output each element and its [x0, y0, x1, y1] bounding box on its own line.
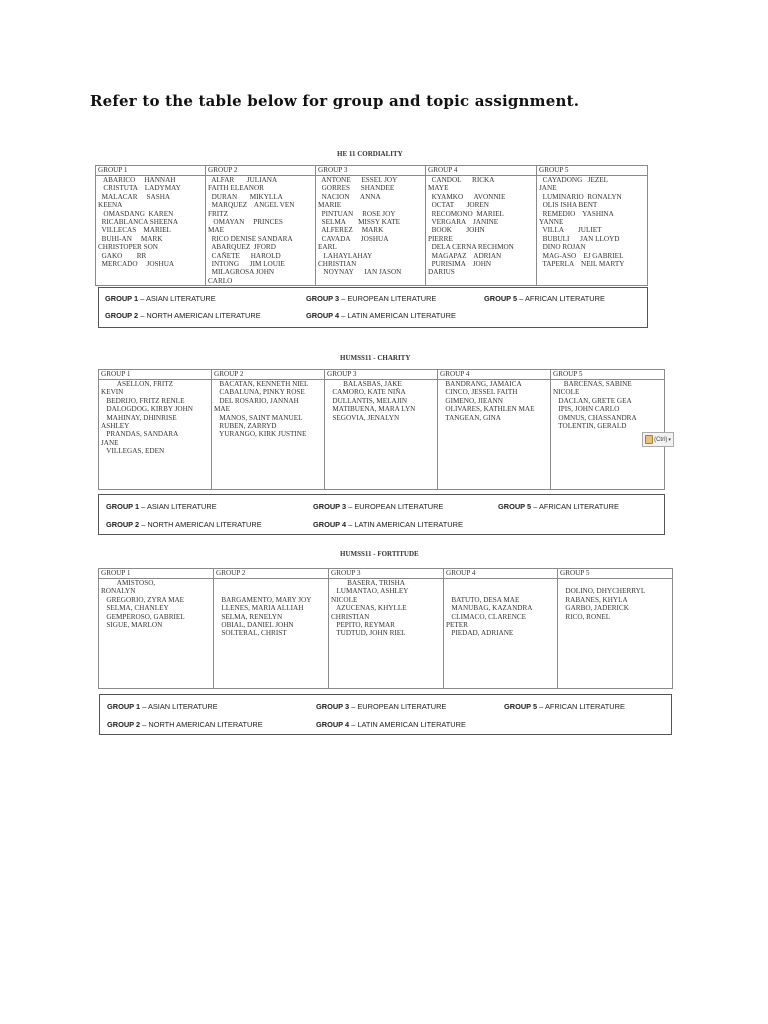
name-line: OMNUS, CHASSANDRA: [553, 413, 637, 422]
name-line: MAG-ASO EJ GABRIEL: [539, 251, 624, 260]
name-line: YURANGO, KIRK JUSTINE: [214, 430, 307, 439]
group-names-cell: [99, 579, 214, 689]
name-line: NACION ANNA: [318, 192, 381, 201]
legend-item: GROUP 3 – EUROPEAN LITERATURE: [316, 702, 447, 711]
name-line: MANUBAG, KAZANDRA: [446, 604, 533, 613]
legend-item: GROUP 4 – LATIN AMERICAN LITERATURE: [306, 311, 456, 320]
group-table: [95, 165, 648, 286]
paste-options-button[interactable]: [642, 432, 674, 447]
section-title: HE 11 CORDIALITY: [337, 150, 403, 158]
name-line: KYAMKO AVONNIE: [428, 192, 506, 201]
name-line: SIGUE, MARLON: [101, 621, 163, 630]
name-line: CAÑETE HAROLD: [208, 251, 281, 260]
name-line: PRANDAS, SANDARA: [101, 430, 179, 439]
name-line: BEDRIJO, FRITZ RENLE: [101, 396, 185, 405]
name-line: OCTAT JOREN: [428, 201, 489, 210]
name-line: CABALUNA, PINKY ROSE: [214, 388, 305, 397]
group-names-cell: [212, 380, 325, 490]
name-line: VILLA JULIET: [539, 226, 602, 235]
name-line: PIEDAD, ADRIANE: [446, 629, 514, 638]
legend-item: GROUP 5 – AFRICAN LITERATURE: [498, 502, 619, 511]
name-line: PEPITO, REYMAR: [331, 621, 395, 630]
column-header: GROUP 1: [99, 370, 212, 380]
legend-item: GROUP 4 – LATIN AMERICAN LITERATURE: [313, 520, 463, 529]
legend-item: GROUP 5 – AFRICAN LITERATURE: [504, 702, 625, 711]
name-line: RICABLANCA SHEENA: [98, 218, 179, 227]
name-line: IPIS, JOHN CARLO: [553, 405, 620, 414]
name-line: DELA CERNA RECHMON: [428, 243, 514, 252]
name-line: JANE: [539, 184, 557, 193]
name-line: CAMORO, KATE NIÑA: [327, 388, 406, 397]
group-names-cell: [99, 380, 212, 490]
group-table: [98, 369, 668, 490]
name-line: AMISTOSO,: [101, 579, 156, 587]
name-line: RICO, RONEL: [560, 612, 611, 621]
name-line: JANE: [101, 438, 119, 447]
name-line: [560, 579, 670, 587]
legend-item: GROUP 2 – NORTH AMERICAN LITERATURE: [107, 720, 263, 729]
group-names-cell: [537, 176, 648, 286]
name-line: GAKO RR: [98, 251, 147, 260]
column-header: GROUP 4: [438, 370, 551, 380]
name-line: DEL ROSARIO, JANNAH: [214, 396, 299, 405]
name-line: OLIVARES, KATHLEN MAE: [440, 405, 535, 414]
column-header: GROUP 2: [212, 370, 325, 380]
name-line: MATIBUENA, MARA LYN: [327, 405, 416, 414]
name-line: MILAGROSA JOHN: [208, 268, 275, 277]
name-line: [446, 579, 555, 587]
column-header: GROUP 2: [214, 569, 329, 579]
paste-options-label: (Ctrl): [654, 436, 668, 443]
group-names-cell: [438, 380, 551, 490]
group-names-cell: [325, 380, 438, 490]
column-header: GROUP 4: [426, 166, 537, 176]
name-line: [446, 587, 555, 595]
name-line: DALOGDOG, KIRBY JOHN: [101, 405, 193, 414]
name-line: ASELLON, FRITZ: [101, 380, 174, 388]
name-line: NICOLE: [331, 595, 358, 604]
name-line: ALFAR JULIANA: [208, 176, 278, 184]
name-line: MARQUEZ ANGEL VEN: [208, 201, 295, 210]
column-header: GROUP 5: [537, 166, 648, 176]
name-line: CLIMACO, CLARENCE: [446, 612, 527, 621]
name-line: GIMENO, JIEANN: [440, 396, 503, 405]
name-line: BUBULI JAN LLOYD: [539, 234, 620, 243]
name-line: NICOLE: [553, 388, 580, 397]
legend-item: GROUP 1 – ASIAN LITERATURE: [106, 502, 217, 511]
name-line: INTONG JIM LOUIE: [208, 260, 285, 269]
name-line: SELMA, CHANLEY: [101, 604, 169, 613]
legend-item: GROUP 5 – AFRICAN LITERATURE: [484, 294, 605, 303]
name-line: KEENA: [98, 201, 123, 210]
legend-item: GROUP 2 – NORTH AMERICAN LITERATURE: [105, 311, 261, 320]
column-header: GROUP 1: [99, 569, 214, 579]
name-line: GEMPEROSO, GABRIEL: [101, 612, 185, 621]
name-line: OMASDANG KAREN: [98, 209, 174, 218]
name-line: ASHLEY: [101, 422, 130, 431]
legend-item: GROUP 1 – ASIAN LITERATURE: [105, 294, 216, 303]
name-line: CARLO: [208, 276, 233, 285]
name-line: ABARICO HANNAH: [98, 176, 176, 184]
legend-item: GROUP 4 – LATIN AMERICAN LITERATURE: [316, 720, 466, 729]
name-line: CAVADA JOSHUA: [318, 234, 389, 243]
name-line: BARCENAS, SABINE: [553, 380, 632, 388]
name-line: ANTONE ESSEL JOY: [318, 176, 398, 184]
group-names-cell: [96, 176, 206, 286]
name-line: TOLENTIN, GERALD: [553, 422, 627, 431]
name-line: GORRES SHANDEE: [318, 184, 395, 193]
name-line: CRISTUTA LADYMAY: [98, 184, 181, 193]
name-line: VILLEGAS, EDEN: [101, 447, 165, 456]
name-line: EARL: [318, 243, 337, 252]
name-line: ALFEREZ MARK: [318, 226, 384, 235]
name-line: MANOS, SAINT MANUEL: [214, 413, 303, 422]
name-line: LUMANTAO, ASHLEY: [331, 587, 409, 596]
name-line: BOOK JOHN: [428, 226, 485, 235]
name-line: KEVIN: [101, 388, 124, 397]
page-heading: Refer to the table below for group and topic assignment.: [90, 92, 580, 110]
name-line: ABARQUEZ JFORD: [208, 243, 276, 252]
name-line: AZUCENAS, KHYLLE: [331, 604, 407, 613]
name-line: RECOMONO MARIEL: [428, 209, 504, 218]
name-line: SELMA, RENELYN: [216, 612, 283, 621]
name-line: CANDOL RICKA: [428, 176, 495, 184]
name-line: NOYNAY IAN JASON: [318, 268, 402, 277]
name-line: BASERA, TRISHA: [331, 579, 405, 587]
clipboard-icon: [645, 435, 653, 444]
section-title: HUMSS11 - CHARITY: [340, 354, 411, 362]
column-header: GROUP 5: [551, 370, 665, 380]
name-line: VERGARA JANINE: [428, 218, 499, 227]
name-line: CINCO, JESSEL FAITH: [440, 388, 518, 397]
legend-item: GROUP 3 – EUROPEAN LITERATURE: [306, 294, 437, 303]
name-line: BARGAMENTO, MARY JOY: [216, 595, 312, 604]
name-line: BUHI-AN MARK: [98, 234, 163, 243]
name-line: DULLANTIS, MELAJIN: [327, 396, 408, 405]
name-line: CHRISTOPER SON: [98, 243, 158, 252]
name-line: PINTUAN ROSE JOY: [318, 209, 396, 218]
group-names-cell: [214, 579, 329, 689]
name-line: TAPERLA NEIL MARTY: [539, 260, 625, 269]
name-line: PURISIMA JOHN: [428, 260, 492, 269]
name-line: TANGEAN, GINA: [440, 413, 501, 422]
section-title: HUMSS11 - FORTITUDE: [340, 550, 419, 558]
name-line: MAYE: [428, 184, 449, 193]
legend-item: GROUP 1 – ASIAN LITERATURE: [107, 702, 218, 711]
group-names-cell: [558, 579, 673, 689]
name-line: PETER: [446, 621, 468, 630]
name-line: OLIS ISHA BENT: [539, 201, 598, 210]
name-line: LAHAYLAHAY: [318, 251, 373, 260]
name-line: BATUTO, DESA MAE: [446, 595, 520, 604]
column-header: GROUP 2: [206, 166, 316, 176]
name-line: REMEDIO YASHINA: [539, 209, 614, 218]
name-line: CAYADONG JEZEL: [539, 176, 609, 184]
name-line: MAGAPAZ ADRIAN: [428, 251, 502, 260]
name-line: FRITZ: [208, 209, 228, 218]
group-names-cell: [426, 176, 537, 286]
column-header: GROUP 3: [325, 370, 438, 380]
name-line: DACLAN, GRETE GEA: [553, 396, 632, 405]
name-line: MALACAR SASHA: [98, 192, 171, 201]
name-line: CHRISTIAN: [331, 612, 370, 621]
name-line: MARIE: [318, 201, 342, 210]
group-names-cell: [444, 579, 558, 689]
topic-legend: [98, 494, 665, 535]
column-header: GROUP 1: [96, 166, 206, 176]
name-line: MAE: [208, 226, 224, 235]
name-line: PIERRE: [428, 234, 453, 243]
name-line: FAITH ELEANOR: [208, 184, 264, 193]
name-line: SEGOVIA, JENALYN: [327, 413, 400, 422]
name-line: OMAYAN PRINCES: [208, 218, 283, 227]
name-line: DURAN MIKYLLA: [208, 192, 283, 201]
name-line: DINO ROJAN: [539, 243, 586, 252]
name-line: CHRISTIAN: [318, 260, 357, 269]
chevron-down-icon: ▾: [668, 436, 671, 443]
name-line: RONALYN: [101, 587, 136, 596]
group-names-cell: [206, 176, 316, 286]
name-line: RICO DENISE SANDARA: [208, 234, 293, 243]
topic-legend: [98, 287, 648, 328]
name-line: TUDTUD, JOHN RIEL: [331, 629, 406, 638]
name-line: BALASBAS, JAKE: [327, 380, 402, 388]
name-line: VILLECAS MARIEL: [98, 226, 171, 235]
name-line: YANNE: [539, 218, 564, 227]
group-names-cell: [329, 579, 444, 689]
name-line: SOLTERAL, CHRIST: [216, 629, 287, 638]
name-line: MAHINAY, DHINRISE: [101, 413, 177, 422]
column-header: GROUP 5: [558, 569, 673, 579]
name-line: MAE: [214, 405, 230, 414]
name-line: LUMINARIO RONALYN: [539, 192, 622, 201]
name-line: RUBEN, ZARRYD: [214, 422, 277, 431]
name-line: GARBO, JADERICK: [560, 604, 629, 613]
name-line: OBIAL, DANIEL JOHN: [216, 621, 294, 630]
name-line: [216, 587, 326, 595]
column-header: GROUP 3: [329, 569, 444, 579]
name-line: BACATAN, KENNETH NIEL: [214, 380, 309, 388]
column-header: GROUP 4: [444, 569, 558, 579]
topic-legend: [99, 694, 672, 735]
name-line: [216, 579, 326, 587]
legend-item: GROUP 2 – NORTH AMERICAN LITERATURE: [106, 520, 262, 529]
name-line: DOLINO, DHYCHERRYL: [560, 587, 646, 596]
name-line: BANDRANG, JAMAICA: [440, 380, 522, 388]
group-table: [98, 568, 673, 689]
legend-item: GROUP 3 – EUROPEAN LITERATURE: [313, 502, 444, 511]
name-line: MERCADO JOSHUA: [98, 260, 175, 269]
name-line: DARIUS: [428, 268, 455, 277]
name-line: RABANES, KHYLA: [560, 595, 628, 604]
name-line: GREGORIO, ZYRA MAE: [101, 595, 185, 604]
column-header: GROUP 3: [316, 166, 426, 176]
group-names-cell: [316, 176, 426, 286]
name-line: LLENES, MARIA ALLIAH: [216, 604, 304, 613]
name-line: SELMA MISSY KATE: [318, 218, 400, 227]
